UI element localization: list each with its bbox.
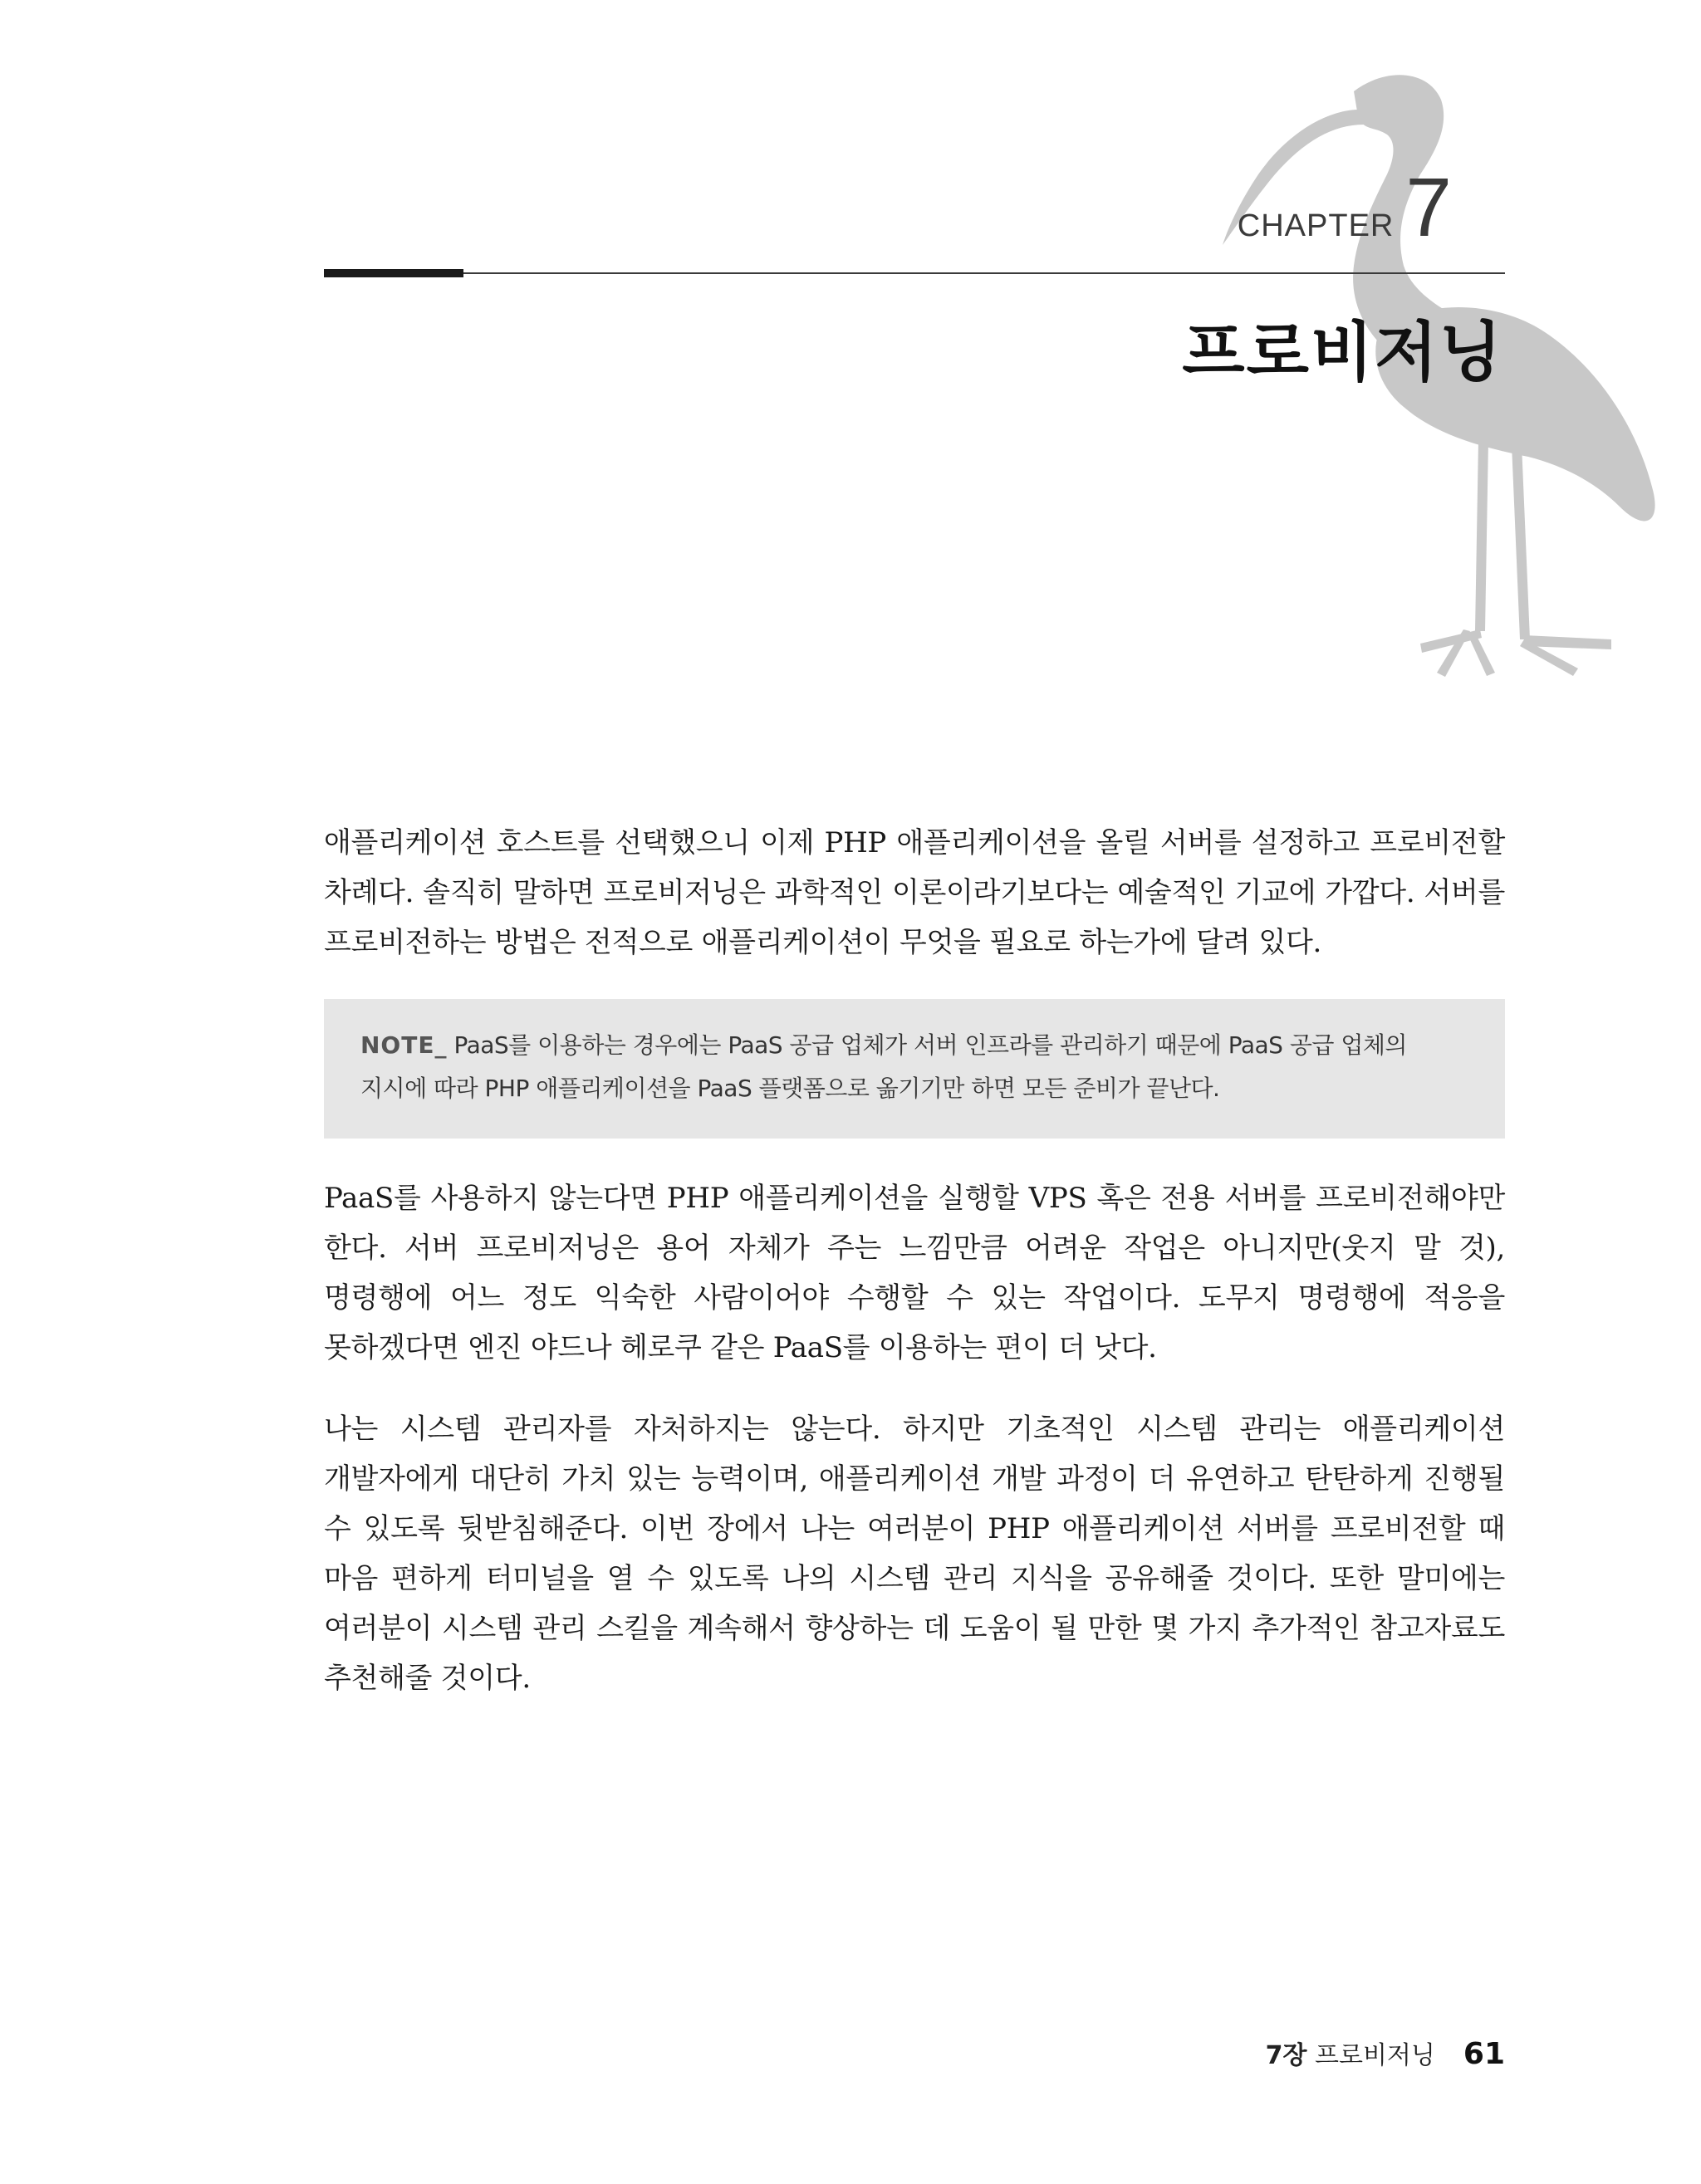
- chapter-word: CHAPTER: [1237, 208, 1395, 243]
- header-rule-accent: [324, 269, 463, 277]
- body-paragraph: PaaS를 사용하지 않는다면 PHP 애플리케이션을 실행할 VPS 혹은 전용 서버를 프로비전해야만 한다. 서버 프로비저닝은 용어 자체가 주는 느낌만큼 어려운 작업은 아니지만(웃지 말 것), 명령행에 어느 정도 익숙한 사람이어야 수행할 수 있는 작업이다. 도무지 명령행에 적응을 못하겠다면 엔진 야드나 헤로쿠 같은 PaaS를 이용하는 편이 더 낫다.: [324, 1182, 1505, 1364]
- footer-chapter-title: 프로비저닝: [1314, 2041, 1435, 2070]
- chapter-number: 7: [1405, 161, 1452, 254]
- footer-chapter-number: 7장: [1265, 2041, 1307, 2070]
- note-text: PaaS를 이용하는 경우에는 PaaS 공급 업체가 서버 인프라를 관리하기 때문에 PaaS 공급 업체의 지시에 따라 PHP 애플리케이션을 PaaS 플랫폼으로 옮기기만 하면 모든 준비가 끝난다.: [360, 1031, 1407, 1102]
- page-footer: [1266, 2035, 1505, 2071]
- header-rule: [324, 272, 1505, 274]
- note-label: NOTE_: [360, 1031, 448, 1059]
- body-paragraph: 애플리케이션 호스트를 선택했으니 이제 PHP 애플리케이션을 올릴 서버를 설정하고 프로비전할 차례다. 솔직히 말하면 프로비저닝은 과학적인 이론이라기보다는 예술적인 기교에 가깝다. 서버를 프로비전하는 방법은 전적으로 애플리케이션이 무엇을 필요로 하는가에 달려 있다.: [324, 826, 1505, 959]
- chapter-label: [1237, 161, 1452, 254]
- chapter-title: 프로비저닝: [1182, 316, 1503, 390]
- body-content: [324, 818, 1505, 1735]
- page-number: 61: [1463, 2037, 1505, 2071]
- body-paragraph: 나는 시스템 관리자를 자처하지는 않는다. 하지만 기초적인 시스템 관리는 애플리케이션 개발자에게 대단히 가치 있는 능력이며, 애플리케이션 개발 과정이 더 유연하고 탄탄하게 진행될 수 있도록 뒷받침해준다. 이번 장에서 나는 여러분이 PHP 애플리케이션 서버를 프로비전할 때 마음 편하게 터미널을 열 수 있도록 나의 시스템 관리 지식을 공유해줄 것이다. 또한 말미에는 여러분이 시스템 관리 스킬을 계속해서 향상하는 데 도움이 될 만한 몇 가지 추가적인 참고자료도 추천해줄 것이다.: [324, 1413, 1505, 1695]
- footer-chapter-ref: [1266, 2035, 1435, 2071]
- note-box: [324, 999, 1505, 1139]
